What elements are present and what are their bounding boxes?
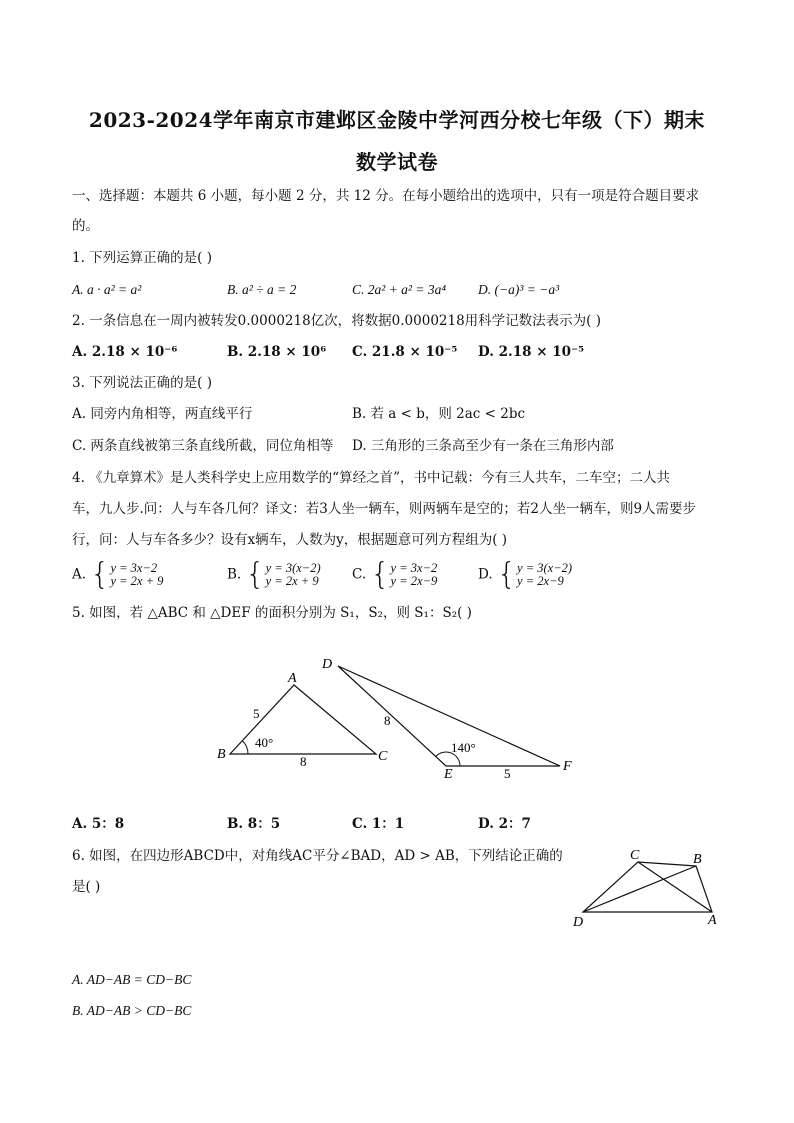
label-D: D	[322, 657, 333, 672]
q5-stem: 5. 如图，若 △ABC 和 △DEF 的面积分别为 S₁，S₂，则 S₁：S₂( )	[72, 605, 472, 621]
q4-option-d	[478, 557, 573, 592]
q1-stem: 1. 下列运算正确的是( )	[72, 250, 212, 266]
q4-option-d-eq1: y = 3(x−2)	[517, 561, 573, 575]
q4-line3: 行，问：人与车各多少？设有x辆车，人数为y，根据题意可列方程组为( )	[72, 532, 508, 548]
q3-option-d: D. 三角形的三条高至少有一条在三角形内部	[352, 438, 614, 454]
brace-icon: {	[90, 557, 110, 592]
label-A: A	[288, 671, 297, 686]
label-C: C	[378, 749, 388, 764]
q5-option-c: C. 1：1	[352, 816, 405, 832]
q2-option-c: C. 21.8 × 10⁻⁵	[352, 344, 458, 360]
q4-option-b-eq2: y = 2x + 9	[265, 574, 319, 588]
triangle-abc	[230, 685, 376, 754]
q2-stem: 2. 一条信息在一周内被转发0.0000218亿次，将数据0.0000218用科学记数法表示为( )	[72, 313, 602, 329]
q3-option-a: A. 同旁内角相等，两直线平行	[72, 406, 253, 422]
label-B: B	[693, 852, 702, 867]
exam-title-line2: 数学试卷	[356, 150, 438, 174]
diagonal-bd	[583, 866, 696, 912]
label-A: A	[708, 913, 717, 928]
q3-option-c: C. 两条直线被第三条直线所截，同位角相等	[72, 438, 334, 454]
q5-option-d: D. 2：7	[478, 816, 531, 832]
q2-option-b: B. 2.18 × 10⁶	[227, 344, 327, 360]
q3-stem: 3. 下列说法正确的是( )	[72, 375, 212, 391]
q4-line1: 4. 《九章算术》是人类科学史上应用数学的“算经之首”，书中记载：今有三人共车，二车空；二人共	[72, 470, 670, 486]
q5-option-b: B. 8：5	[227, 816, 281, 832]
q4-option-a	[72, 557, 164, 592]
q4-line2: 车，九人步.问：人与车各几何？译文：若3人坐一辆车，则两辆车是空的；若2人坐一辆车，则9人需要步	[72, 501, 697, 517]
exam-title-line1: 2023-2024学年南京市建邺区金陵中学河西分校七年级（下）期末	[88, 108, 706, 132]
q1-option-c: C. 2a² + a² = 3a⁴	[352, 282, 447, 297]
q4-option-b-label: B.	[227, 566, 242, 583]
q1-option-b: B. a² ÷ a = 2	[227, 282, 297, 297]
q4-option-c	[352, 557, 438, 592]
label-angle-e: 140°	[451, 740, 476, 755]
label-de-length: 8	[384, 713, 391, 728]
q5-option-a: A. 5：8	[72, 816, 125, 832]
label-E: E	[444, 767, 453, 782]
q3-option-b: B. 若 a < b，则 2ac < 2bc	[352, 406, 526, 422]
q4-option-b	[227, 557, 321, 592]
section-heading-line1: 一、选择题：本题共 6 小题，每小题 2 分，共 12 分。在每小题给出的选项中，只有一项是符合题目要求	[72, 188, 700, 204]
section-heading-line2: 的。	[72, 218, 99, 234]
q4-option-b-eq1: y = 3(x−2)	[265, 561, 321, 575]
q2-option-d: D. 2.18 × 10⁻⁵	[478, 344, 585, 360]
label-C: C	[630, 848, 640, 863]
label-F: F	[563, 759, 572, 774]
q5-triangles-figure	[200, 650, 600, 790]
q4-option-c-eq1: y = 3x−2	[390, 561, 438, 575]
q6-option-b: B. AD−AB > CD−BC	[72, 1003, 192, 1018]
q6-line2: 是( )	[72, 879, 101, 895]
diagonal-ac	[638, 862, 712, 912]
label-bc-length: 8	[300, 754, 307, 769]
label-ef-length: 5	[504, 766, 511, 781]
triangle-def	[338, 666, 560, 766]
q1-option-a: A. a · a² = a²	[72, 282, 142, 297]
brace-icon: {	[370, 557, 390, 592]
q6-option-a: A. AD−AB = CD−BC	[72, 972, 192, 987]
q4-option-a-eq2: y = 2x + 9	[110, 574, 164, 588]
angle-b-arc	[242, 741, 248, 754]
brace-icon: {	[245, 557, 265, 592]
label-B: B	[217, 747, 226, 762]
label-angle-b: 40°	[255, 735, 274, 750]
q4-option-d-label: D.	[478, 566, 493, 583]
label-D: D	[573, 915, 584, 930]
q4-option-c-label: C.	[352, 566, 367, 583]
q4-option-d-eq2: y = 2x−9	[517, 574, 564, 588]
brace-icon: {	[496, 557, 517, 592]
q4-option-c-eq2: y = 2x−9	[390, 574, 438, 588]
q6-quadrilateral-figure	[566, 846, 726, 930]
q2-option-a: A. 2.18 × 10⁻⁶	[72, 344, 178, 360]
q4-option-a-eq1: y = 3x−2	[110, 561, 158, 575]
q4-option-a-label: A.	[72, 566, 87, 583]
q6-line1: 6. 如图，在四边形ABCD中，对角线AC平分∠BAD，AD > AB，下列结论正确的	[72, 848, 563, 864]
label-ab-length: 5	[253, 706, 260, 721]
q1-option-d: D. (−a)³ = −a³	[478, 282, 560, 297]
